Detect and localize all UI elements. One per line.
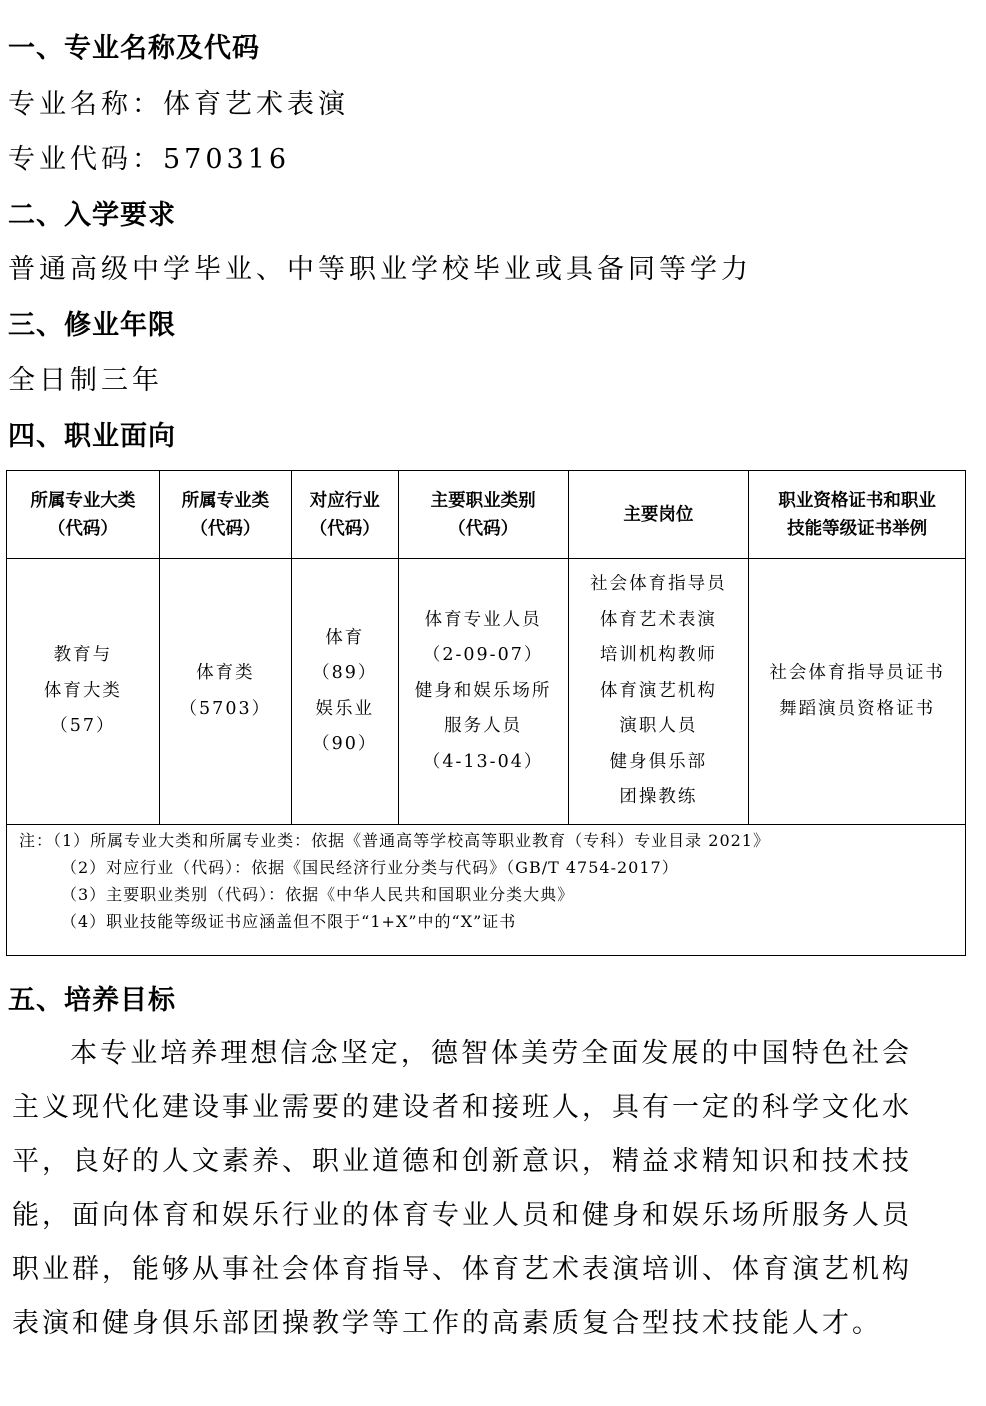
table-notes <box>7 825 966 956</box>
table-notes-row <box>7 825 966 956</box>
admission-requirement: 普通高级中学毕业、中等职业学校毕业或具备同等学力 <box>8 254 752 285</box>
cell-main-positions: 社会体育指导员 体育艺术表演 培训机构教师 体育演艺机构 演职人员 健身俱乐部 团操教练 <box>568 559 749 825</box>
training-objective-paragraph <box>12 1027 912 1351</box>
header-occupation-category: 主要职业类别 （代码） <box>398 471 568 559</box>
header-major-category: 所属专业大类 （代码） <box>7 471 160 559</box>
study-duration: 全日制三年 <box>8 365 163 396</box>
section-heading-5: 五、培养目标 <box>8 985 176 1016</box>
note-line-4: （4）职业技能等级证书应涵盖但不限于“1+X”中的“X”证书 <box>61 912 517 931</box>
section-heading-4: 四、职业面向 <box>8 421 176 452</box>
note-line-1: 注：（1）所属专业大类和所属专业类：依据《普通高等学校高等职业教育（专科）专业目录 2021》 <box>19 831 770 850</box>
section-heading-1: 一、专业名称及代码 <box>8 33 260 64</box>
note-line-2: （2）对应行业（代码）：依据《国民经济行业分类与代码》（GB/T 4754-2017） <box>61 858 679 877</box>
header-main-positions: 主要岗位 <box>568 471 749 559</box>
table-header-row <box>7 471 966 559</box>
note-line-3: （3）主要职业类别（代码）：依据《中华人民共和国职业分类大典》 <box>61 885 575 904</box>
header-certificates: 职业资格证书和职业 技能等级证书举例 <box>749 471 966 559</box>
section-heading-2: 二、入学要求 <box>8 200 176 231</box>
cell-occupation-category: 体育专业人员 （2-09-07） 健身和娱乐场所 服务人员 （4-13-04） <box>398 559 568 825</box>
cell-major-category: 教育与 体育大类 （57） <box>7 559 160 825</box>
header-major-class: 所属专业类 （代码） <box>159 471 291 559</box>
training-objective-text: 本专业培养理想信念坚定，德智体美劳全面发展的中国特色社会主义现代化建设事业需要的建设者和接班人，具有一定的科学文化水平，良好的人文素养、职业道德和创新意识，精益求精知识和技术技能，面向体育和娱乐行业的体育专业人员和健身和娱乐场所服务人员职业群，能够从事社会体育指导、体育艺术表演培训、体育演艺机构表演和健身俱乐部团操教学等工作的高素质复合型技术技能人才。 <box>12 1038 912 1339</box>
header-industry: 对应行业 （代码） <box>291 471 398 559</box>
cell-industry: 体育 （89） 娱乐业 （90） <box>291 559 398 825</box>
career-orientation-table <box>6 470 966 956</box>
major-code: 专业代码：570316 <box>8 144 291 175</box>
section-heading-3: 三、修业年限 <box>8 310 176 341</box>
cell-certificates: 社会体育指导员证书 舞蹈演员资格证书 <box>749 559 966 825</box>
major-name: 专业名称：体育艺术表演 <box>8 89 349 120</box>
cell-major-class: 体育类 （5703） <box>159 559 291 825</box>
table-row <box>7 559 966 825</box>
